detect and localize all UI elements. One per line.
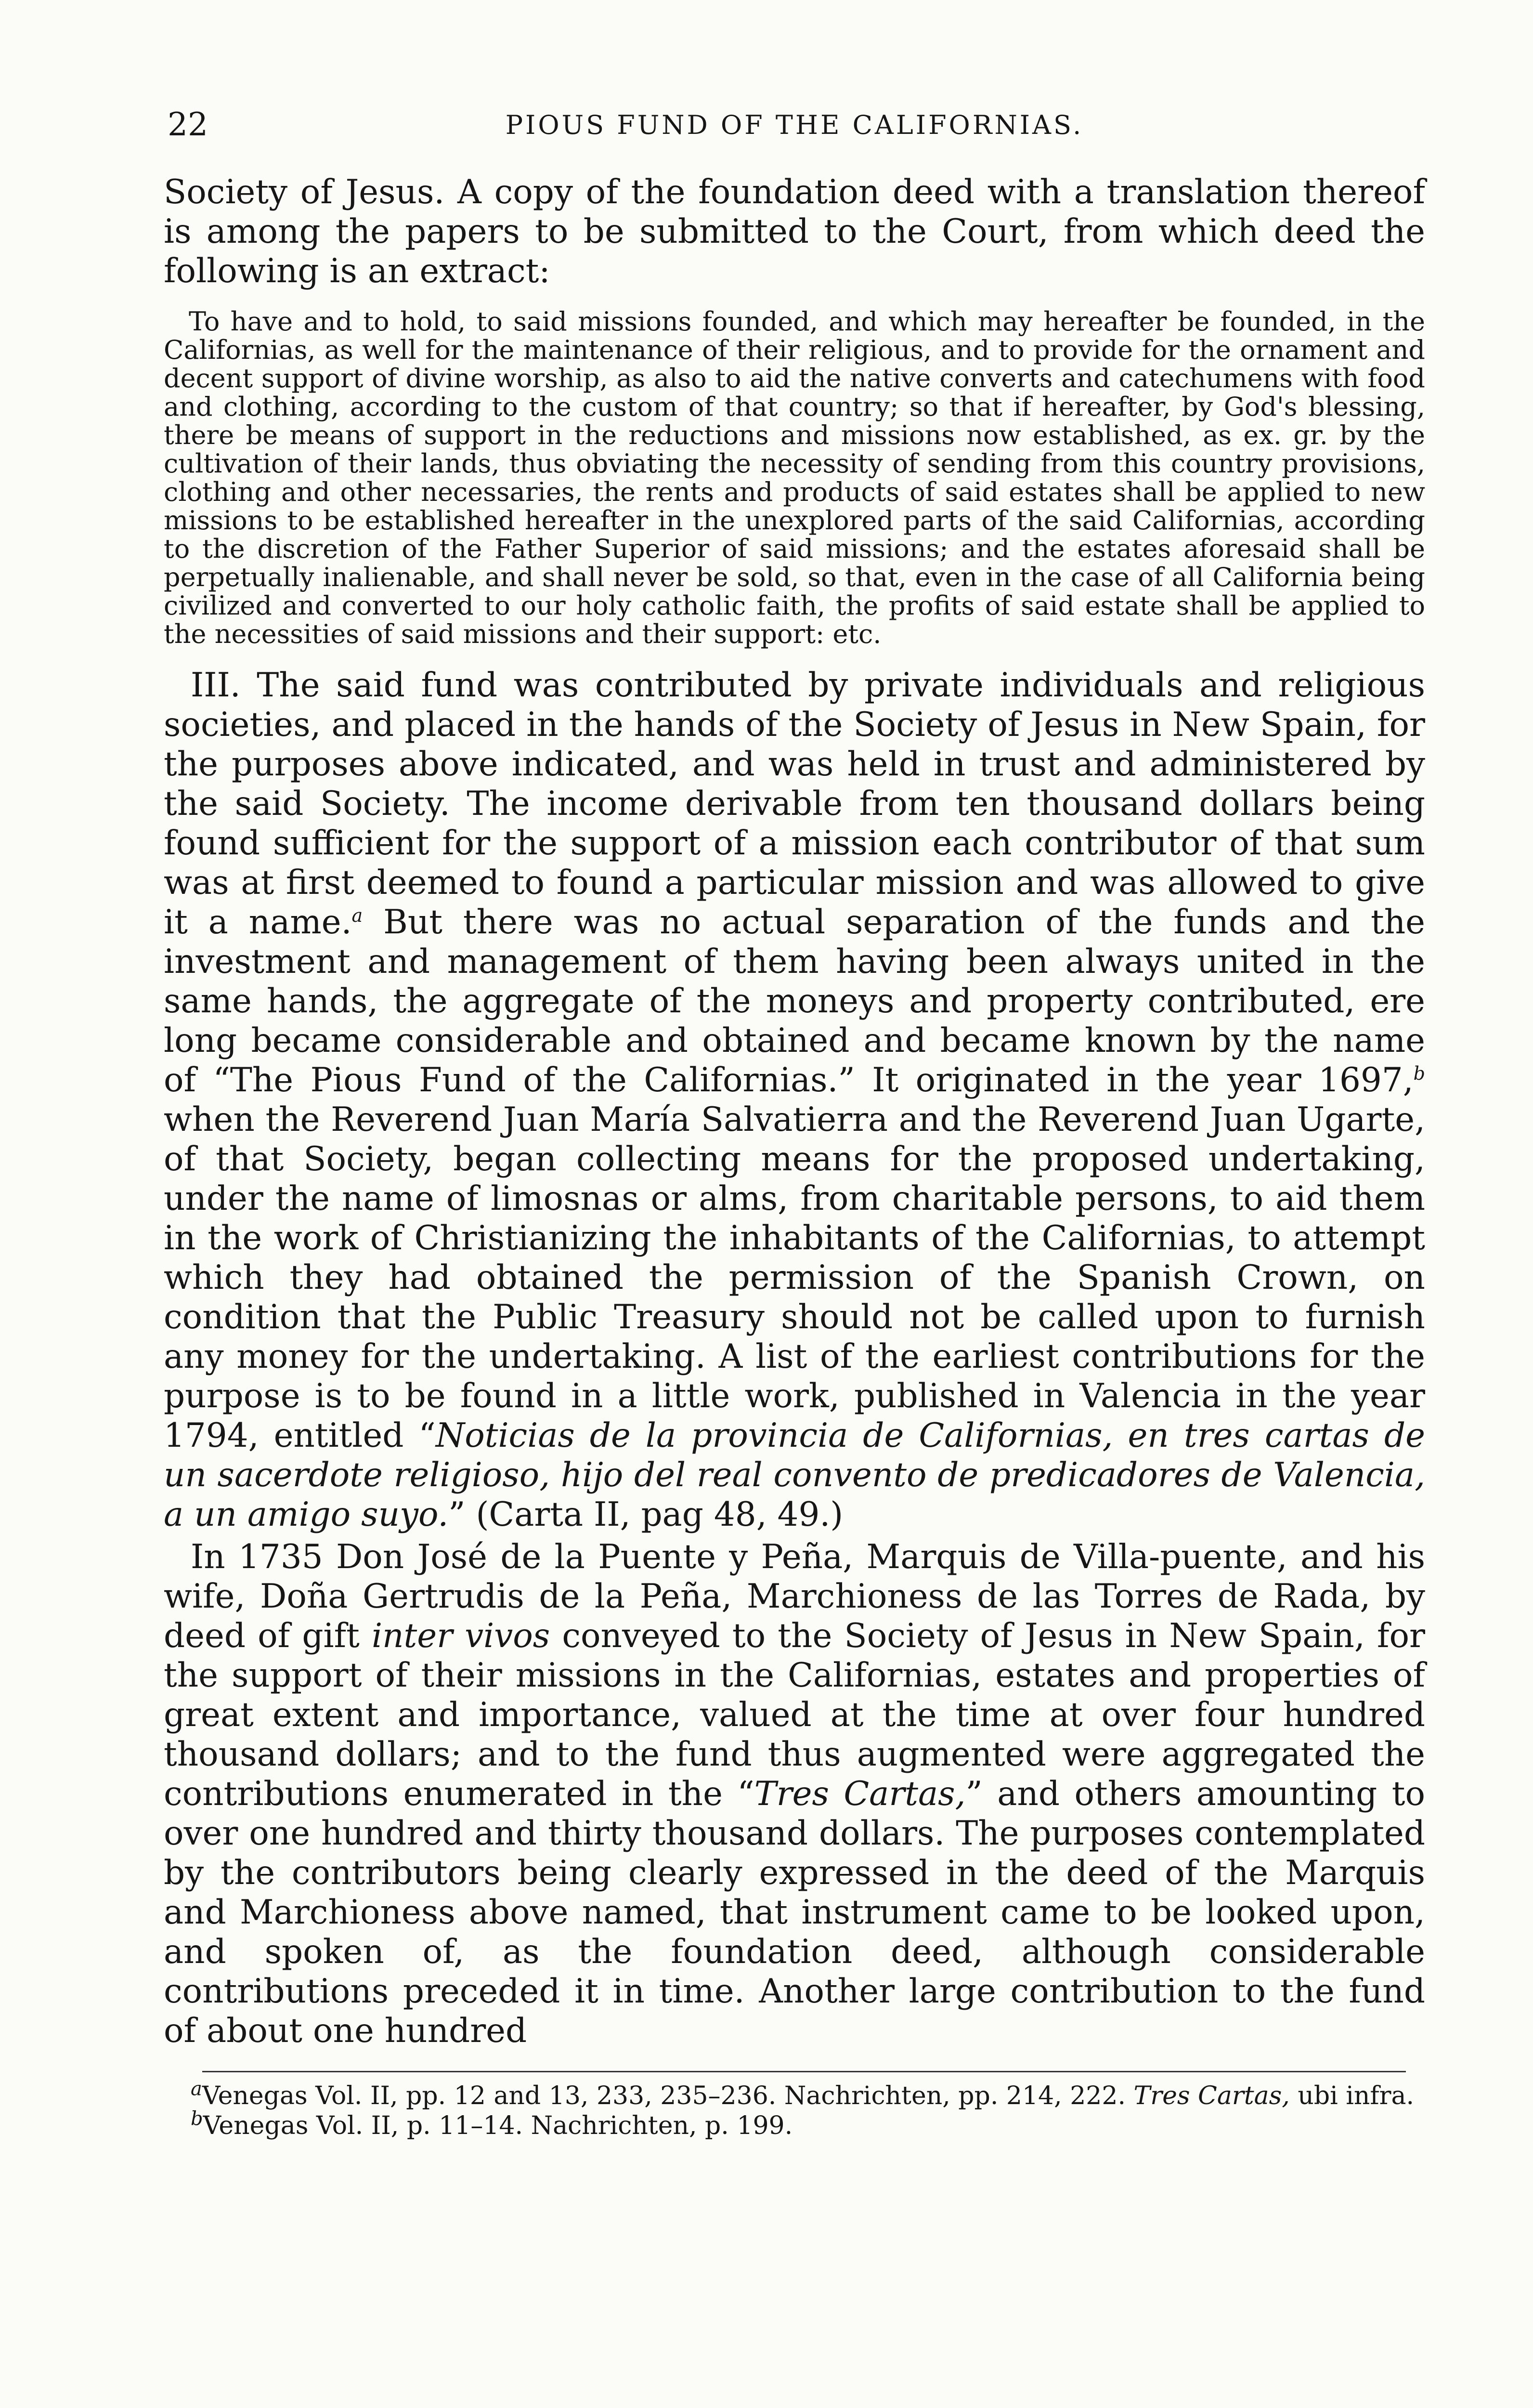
tres-cartas: Tres Cartas, [754,1775,966,1813]
noticias-title: Noticias de la provincia de Californias, en tres cartas de un sacerdote religioso, hijo del real convento de predicadores de Valencia, a un amigo suyo. [164,1416,1425,1534]
intro-paragraph: Society of Jesus. A copy of the foundation deed with a translation thereof is among the papers to be submitted to the Court, from which deed the following is an extract: [164,173,1425,290]
footnote-b [164,2107,1425,2141]
paragraph-iii-text-3: when the Reverend Juan María Salvatierra and the Reverend Juan Ugarte, of that Society, began collecting means for the proposed undertaking, under the name of limosnas or alms, from charitable persons, to aid them in the work of Christianizing the inhabitants of the Californias, to attempt which they had obtained the permission of the Spanish Crown, on condition that the Public Treasury should not be called upon to furnish any money for the undertaking. A list of the earliest contributions for the purpose is to be found in a little work, published in Valencia in the year 1794, entitled “ [164,1100,1425,1455]
inter-vivos: inter vivos [372,1617,550,1655]
footnote-a [164,2078,1425,2111]
paragraph-1735-text-3: ” and others amounting to over one hundred and thirty thousand dollars. The purposes contemplated by the contributors being clearly expressed in the deed of the Marquis and Marchioness above named, that instrument came to be looked upon, and spoken of, as the foundation deed, although considerable contributions preceded it in time. Another large contribution to the fund of about one hundred [164,1775,1425,2050]
footnote-a-mark: a [191,2078,202,2100]
paragraph-iii-text-1: III. The said fund was contributed by private individuals and religious societies, and placed in the hands of the Society of Jesus in New Spain, for the purposes above indicated, and was held in trust and administered by the said Society. The income derivable from ten thousand dollars being found sufficient for the support of a mission each contributor of that sum was at first deemed to found a particular mission and was allowed to give it a name. [164,666,1425,942]
footnote-b-text: Venegas Vol. II, p. 11–14. Nachrichten, p. 199. [203,2111,793,2140]
footnotes [164,2078,1425,2141]
paragraph-1735-text-2: conveyed to the Society of Jesus in New Spain, for the support of their missions in the Californias, estates and properties of great extent and importance, valued at the time at over four hundred thousand dollars; and to the fund thus augmented were aggregated the contributions enumerated in the “ [164,1617,1426,1813]
footnote-ref-b: b [1413,1063,1425,1084]
footnote-divider [202,2071,1406,2072]
page-header [164,106,1425,164]
footnote-b-mark: b [191,2107,203,2130]
footnote-ref-a: a [351,905,363,926]
page-number: 22 [168,106,208,143]
paragraph-iii-text-4: ” (Carta II, pag 48, 49.) [448,1495,844,1534]
paragraph-1735 [164,1537,1425,2051]
running-title: PIOUS FUND OF THE CALIFORNIAS. [505,110,1084,140]
document-page [164,106,1425,2141]
foundation-deed-extract: To have and to hold, to said missions founded, and which may hereafter be founded, in the Californias, as well for the maintenance of their religious, and to provide for the ornament and decent support of divine worship, as also to aid the native converts and catechumens with food and clothing, according to the custom of that country; so that if hereafter, by God's blessing, there be means of support in the reductions and missions now established, as ex. gr. by the cultivation of their lands, thus obviating the necessity of sending from this country provisions, clothing and other necessaries, the rents and products of said estates shall be applied to new missions to be established hereafter in the unexplored parts of the said Californias, according to the discretion of the Father Superior of said missions; and the estates aforesaid shall be perpetually inalienable, and shall never be sold, so that, even in the case of all California being civilized and converted to our holy catholic faith, the profits of said estate shall be applied to the necessities of said missions and their support: etc. [164,306,1425,649]
footnote-a-text: Venegas Vol. II, pp. 12 and 13, 233, 235–236. Nachrichten, pp. 214, 222. [202,2081,1134,2110]
paragraph-1735-text-1: In 1735 Don José de la Puente y Peña, Marquis de Villa-puente, and his wife, Doña Gertrudis de la Peña, Marchioness de las Torres de Rada, by deed of gift [164,1538,1425,1655]
footnote-a-italic: Tres Cartas, [1133,2081,1290,2110]
paragraph-iii [164,666,1425,1534]
footnote-a-tail: ubi infra. [1289,2081,1415,2110]
paragraph-iii-text-2: But there was no actual separation of the funds and the investment and management of them having been always united in the same hands, the aggregate of the moneys and property contributed, ere long became considerable and obtained and became known by the name of “The Pious Fund of the Californias.” It originated in the year 1697, [164,903,1425,1099]
